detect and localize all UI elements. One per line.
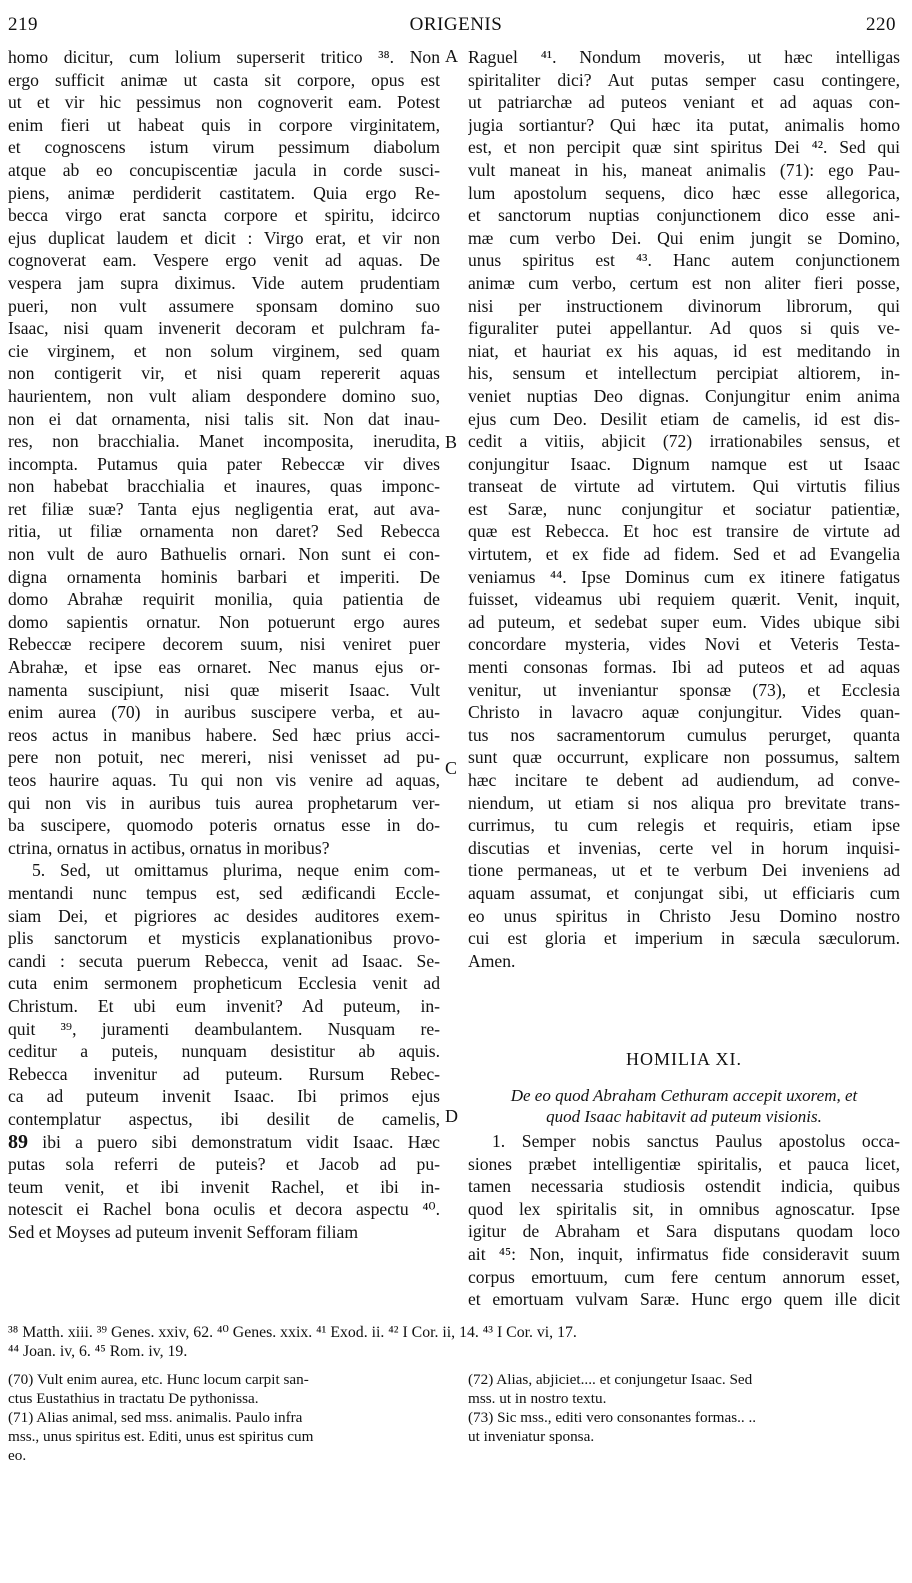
right-text-column	[468, 46, 900, 972]
text-line: ba suscipere, quomodo poteris ornatus esse in do-	[8, 815, 440, 836]
text-line: veniet nuptias Deo dignas. Conjungitur enim anima	[468, 385, 900, 406]
text-line: fuisset, videamus ubi requiem quærit. Venit, inquit,	[468, 589, 900, 610]
text-line: veniamus ⁴⁴. Ipse Dominus cum ex itinere fatigatus	[468, 566, 900, 587]
text-line: homo dicitur, cum lolium superserit tritico ³⁸. Non	[8, 47, 440, 67]
reference-line: ⁴⁴ Joan. iv, 6. ⁴⁵ Rom. iv, 19.	[8, 1343, 188, 1360]
text-line: qui non vis in auribus tuis aurea prophetarum ver-	[8, 792, 440, 813]
text-line: est Saræ, nunc conjungitur et sociatur patientiæ,	[468, 498, 900, 519]
text-line: venitur, ut inveniantur sponsæ (73), et Ecclesia	[468, 679, 900, 700]
text-line: teum venit, et ibi invenit Rachel, et ibi in-	[8, 1176, 440, 1197]
text-line: enim aurea (70) in auribus suscipere verba, et au-	[8, 702, 440, 723]
note-line: eo.	[8, 1447, 27, 1464]
text-line: tione permaneas, ut et te verbum Dei inveniens ad	[468, 860, 900, 881]
text-line: domo sapientis ornatur. Non potuerunt ergo aures	[8, 611, 440, 632]
text-line: vult maneat in his, maneat animalis (71): ego Pau-	[468, 159, 900, 180]
text-line: quæ est Rebecca. Et hoc est transire de virtute ad	[468, 521, 900, 542]
note-line: (73) Sic mss., editi vero consonantes formas.. ..	[468, 1409, 757, 1426]
text-line: et sanctorum nuptias conjunctionem dico esse ani-	[468, 205, 900, 226]
text-line: tamen necessaria studiosis ostendit indicia, quibus	[468, 1176, 900, 1197]
text-line: tus nos sacramentorum cumulus perurget, quanta	[468, 724, 900, 745]
left-page-number: 219	[8, 14, 38, 35]
homily-text	[468, 1130, 900, 1311]
text-line: ut et vir hic pessimus non cognoverit eam. Potest	[8, 92, 440, 113]
text-line: ad puteum, et sedebat super eum. Vides ubique sibi	[468, 611, 900, 632]
margin-marker-a: A	[445, 46, 458, 66]
text-line: discutias et invenias, certe vel in horum inquisi-	[468, 837, 900, 858]
homily-heading: HOMILIA XI.	[626, 1049, 742, 1069]
text-line: ca ad puteum invenit Isaac. Ibi primos ejus	[8, 1086, 440, 1107]
text-line: Rebecca invenitur ad puteum. Rursum Rebec-	[8, 1063, 440, 1084]
text-line: transeat de virtute ad virtutem. Qui virtutis filius	[468, 476, 900, 497]
text-line: siam Dei, et pigriores ac desides auditores exem-	[8, 905, 440, 926]
text-line: 5. Sed, ut omittamus plurima, neque enim com-	[32, 860, 440, 881]
text-line: enim fieri ut habeat quis in corpore virginitatem,	[8, 114, 440, 135]
text-line: spiritaliter dici? Aut putas semper casu contingere,	[468, 69, 900, 90]
right-page-number: 220	[866, 14, 896, 35]
subtitle-line: quod Isaac habitavit ad puteum visionis.	[546, 1107, 822, 1126]
text-line: menti consonas formas. Ibi ad puteos et ad aquas	[468, 657, 900, 678]
text-line: domo Abrahæ requirit monilia, quia patientia de	[8, 589, 440, 610]
text-line: Sed et Moyses ad puteum invenit Sefforam filiam	[8, 1221, 359, 1242]
text-line: incompta. Putamus quia pater Rebeccæ vir dives	[8, 453, 440, 474]
text-line: siones præbet intelligentiæ spiritalis, et pauca licet,	[468, 1153, 900, 1174]
note-line: ctus Eustathius in tractatu De pythonissa.	[8, 1390, 259, 1407]
text-line: vespera jam supra diximus. Vide autem prudentiam	[8, 272, 440, 293]
subtitle-line: De eo quod Abraham Cethuram accepit uxorem, et	[510, 1086, 858, 1105]
text-line: Isaac, nisi quam invenerit decoram et pulchram fa-	[8, 318, 440, 339]
text-line: concordare mysteria, vides Novi et Veteris Testa-	[468, 634, 900, 655]
text-line: figuraliter putei appellantur. Ad quos si quis ve-	[468, 318, 900, 339]
text-line: virtutem, et ex fide ad fidem. Sed et ad Evangelia	[468, 544, 900, 565]
scripture-references	[8, 1323, 900, 1361]
text-line: sunt quæ occurrunt, explicare non possumus, saltem	[468, 747, 900, 768]
text-line: pueri, non vult assumere sponsam domino suo	[8, 295, 440, 316]
text-line: animæ cum verbo, certum est non aliter fieri posse,	[468, 272, 900, 293]
text-line: ret filiæ suæ? Tanta ejus negligentia erat, aut ava-	[8, 498, 440, 519]
text-line: cui est gloria et imperium in sæcula sæculorum.	[468, 928, 900, 949]
text-line: Christum. Et ubi eum invenit? Ad puteum, in-	[8, 995, 440, 1016]
text-line: unus spiritus est ⁴³. Hanc autem conjunctionem	[468, 250, 900, 271]
text-line: teos haurire aquas. Tu qui non vis venire ad aquas,	[8, 770, 440, 790]
text-line: Raguel ⁴¹. Nondum moveris, ut hæc intelligas	[468, 47, 900, 67]
text-line: currimus, tu cum relegis et requiris, etiam ipse	[468, 815, 900, 836]
text-line: ut patriarchæ ad puteos veniant et ad aquas con-	[468, 92, 900, 113]
text-line: res, non bracchialia. Manet incomposita, inerudita,	[8, 431, 440, 452]
text-line: jugia sortiantur? Qui hæc ita putat, animalis homo	[468, 114, 900, 135]
note-line: mss., unus spiritus est. Editi, unus est spiritus cum	[8, 1428, 314, 1445]
text-line: mentandi nunc tempus est, sed ædificandi Eccle-	[8, 882, 440, 903]
text-line: namenta suscipiunt, nisi quæ miserit Isaac. Vult	[8, 679, 440, 700]
note-line: (72) Alias, abjiciet.... et conjungetur Isaac. Sed	[468, 1371, 753, 1388]
text-line: quit ³⁹, juramenti deambulantem. Nusquam re-	[8, 1018, 440, 1039]
running-title: ORIGENIS	[409, 14, 503, 35]
text-line: atque ab eo concupiscentiæ jacula in corde susci-	[8, 159, 440, 180]
text-line: conjungitur Isaac. Dignum namque est ut Isaac	[468, 453, 900, 474]
text-line: Amen.	[468, 950, 516, 971]
text-line: ctrina, ornatus in actibus, ornatus in moribus?	[8, 837, 330, 858]
text-line: ergo sufficit animæ ut casta sit corpore, opus est	[8, 69, 440, 90]
text-line: non vult de auro Bathuelis ornari. Non sunt ei con-	[8, 544, 440, 565]
text-line: est, et non percipit quæ sint spiritus Dei ⁴². Sed qui	[468, 137, 900, 158]
homily-subtitle	[468, 1085, 900, 1127]
margin-marker-d: D	[445, 1106, 458, 1126]
text-line: ejus cum Deo. Desilit etiam de camelis, id est dis-	[468, 408, 900, 429]
text-line: non habebat bracchialia et inaures, quas imponc-	[8, 476, 440, 497]
editor-notes-left	[8, 1370, 440, 1465]
text-line: reos actus in manibus habere. Sed hæc prius acci-	[8, 724, 440, 745]
text-line: niendum, ut etiam si nos aliqua pro brevitate trans-	[468, 792, 900, 813]
text-line: contemplatur aspectus, ibi desilit de camelis,	[8, 1108, 440, 1129]
text-line: non ei dat ornamenta, nisi talis sit. Non dat inau-	[8, 408, 440, 429]
text-line: niat, et hauriat ex his aquas, id est meditando in	[468, 340, 900, 361]
text-line: ejus duplicat laudem et dicit : Virgo erat, et vir non	[8, 227, 440, 248]
text-line: et cognoscens istum virum pessimum diabolum	[8, 137, 440, 158]
text-line: 89 ibi a puero sibi demonstratum vidit Isaac. Hæc	[8, 1130, 440, 1153]
text-line: nisi per instructionem divinorum librorum, qui	[468, 295, 900, 316]
margin-marker-c: C	[445, 758, 458, 778]
text-line: putas sola referri de puteis? et Jacob ad pu-	[8, 1154, 440, 1175]
text-line: ait ⁴⁵: Non, inquit, infirmatus fide consideravit suum	[468, 1243, 900, 1264]
text-line: cuta enim sermonem propheticum Ecclesia venit ad	[8, 973, 440, 994]
text-line: aquam assumat, et conjungat sibi, ut efficiaris cum	[468, 882, 900, 903]
text-line: his, sensum et intellectum percipiat altiorem, in-	[468, 363, 900, 384]
text-line: notescit ei Rachel bona oculis et decora aspectu ⁴⁰.	[8, 1199, 440, 1220]
text-line: eo unus spiritus in Christo Jesu Domino nostro	[468, 905, 900, 926]
note-line: (71) Alias animal, sed mss. animalis. Paulo infra	[8, 1409, 303, 1426]
text-line: mæ cum verbo Dei. Qui enim jungit se Domino,	[468, 227, 900, 248]
text-line: cognoverat eam. Vespere ergo venit ad aquas. De	[8, 250, 440, 271]
text-line: pere non potuit, nec mereri, nisi venisset ad pu-	[8, 747, 440, 768]
text-line: lum apostolum sequens, dico hæc esse allegorica,	[468, 182, 900, 203]
left-text-column	[8, 46, 440, 1243]
text-line: non contigerit vir, et nisi quam repererit aquas	[8, 363, 440, 384]
editor-notes-right	[468, 1370, 900, 1446]
text-line: piens, animæ perdiderit castitatem. Quia ergo Re-	[8, 182, 440, 203]
note-line: ut inveniatur sponsa.	[468, 1428, 595, 1445]
text-line: Abrahæ, et ipse eas ornaret. Nec manus ejus or-	[8, 657, 440, 678]
text-line: becca virgo erat sancta corpore et spiritu, idcirco	[8, 205, 440, 226]
text-line: corpus emortuum, cum fere centum annorum esset,	[468, 1266, 900, 1287]
text-line: plis sanctorum et mysticis explanationibus provo-	[8, 928, 440, 949]
text-line: haurientem, non vult aliam despondere domino suo,	[8, 385, 440, 406]
text-line: candi : secuta puerum Rebecca, venit ad Isaac. Se-	[8, 950, 440, 971]
text-line: ritia, ut filiæ ornamenta non daret? Sed Rebecca	[8, 521, 440, 542]
text-line: Rebeccæ recipere decorem suum, nisi veniret puer	[8, 634, 440, 655]
note-line: (70) Vult enim aurea, etc. Hunc locum carpit san-	[8, 1371, 309, 1388]
reference-line: ³⁸ Matth. xiii. ³⁹ Genes. xxiv, 62. ⁴⁰ Genes. xxix. ⁴¹ Exod. ii. ⁴² I Cor. ii, 14. ⁴³ I Cor. vi, 17.	[8, 1324, 577, 1341]
text-line: digna ornamenta hominis barbari et imperiti. De	[8, 566, 440, 587]
text-line: Christo in lavacro aquæ conjungitur. Vides quan-	[468, 702, 900, 723]
text-line: cie virginem, et non solum virginem, sed quam	[8, 340, 440, 361]
note-line: mss. ut in nostro textu.	[468, 1390, 607, 1407]
text-line: 1. Semper nobis sanctus Paulus apostolus occa-	[492, 1131, 900, 1151]
text-line: et emortuam vulvam Saræ. Hunc ergo quem ille dicit	[468, 1289, 900, 1310]
text-line: cedit a vitiis, abjicit (72) irrationabiles sensus, et	[468, 431, 900, 452]
text-line: quod lex spiritalis sit, in omnibus agnoscatur. Ipse	[468, 1198, 900, 1219]
text-line: ceditur a puteis, nunquam desistitur ab aquis.	[8, 1041, 440, 1062]
text-line: hæc incitare te debent ad audiendum, ad conve-	[468, 770, 900, 790]
margin-marker-b: B	[445, 432, 458, 452]
text-line: igitur de Abraham et Sara disputans quodam loco	[468, 1221, 900, 1242]
